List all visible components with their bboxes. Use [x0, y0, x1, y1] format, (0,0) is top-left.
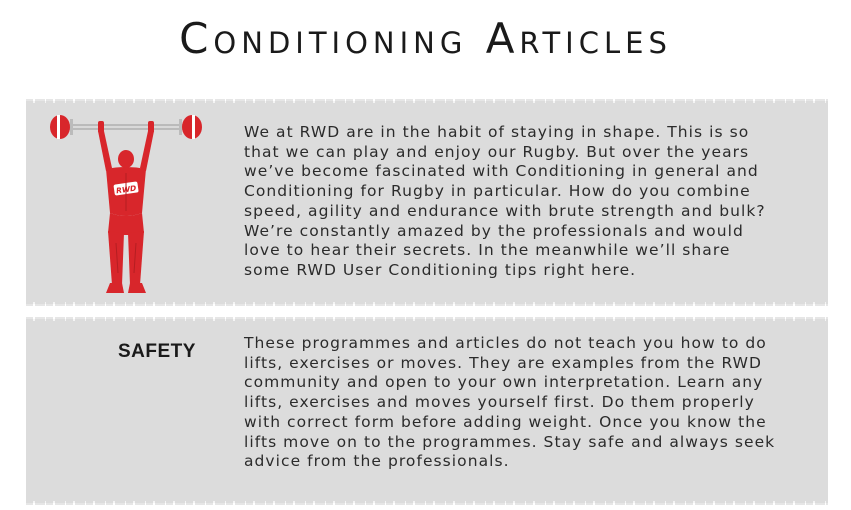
- intro-text: We at RWD are in the habit of staying in shape. This is so that we can play and enjoy our Rugby. But over the years we’ve become fascinated with Conditioning in general and Conditioning for Rugby in particular. How do you combine speed, agility and endurance with brute strength and bulk? We’re constantly amazed by the professionals and would love to hear their secrets. In the meanwhile we’ll share some RWD User Conditioning tips right here.: [244, 123, 766, 279]
- safety-heading: SAFETY: [118, 341, 196, 362]
- shirt-logo: RWD: [115, 183, 137, 196]
- safety-panel: [26, 319, 828, 503]
- safety-text: These programmes and articles do not teach you how to do lifts, exercises or moves. They are examples from the RWD community and open to your own interpretation. Learn any lifts, exercises and moves yourself first. Do them properly with correct form before adding weight. Once you know the lifts move on to the programmes. Stay safe and always seek advice from the professionals.: [244, 334, 776, 471]
- page-title: Conditioning Articles: [179, 14, 672, 63]
- weightlifter-icon: [46, 113, 206, 298]
- intro-panel: [26, 101, 828, 304]
